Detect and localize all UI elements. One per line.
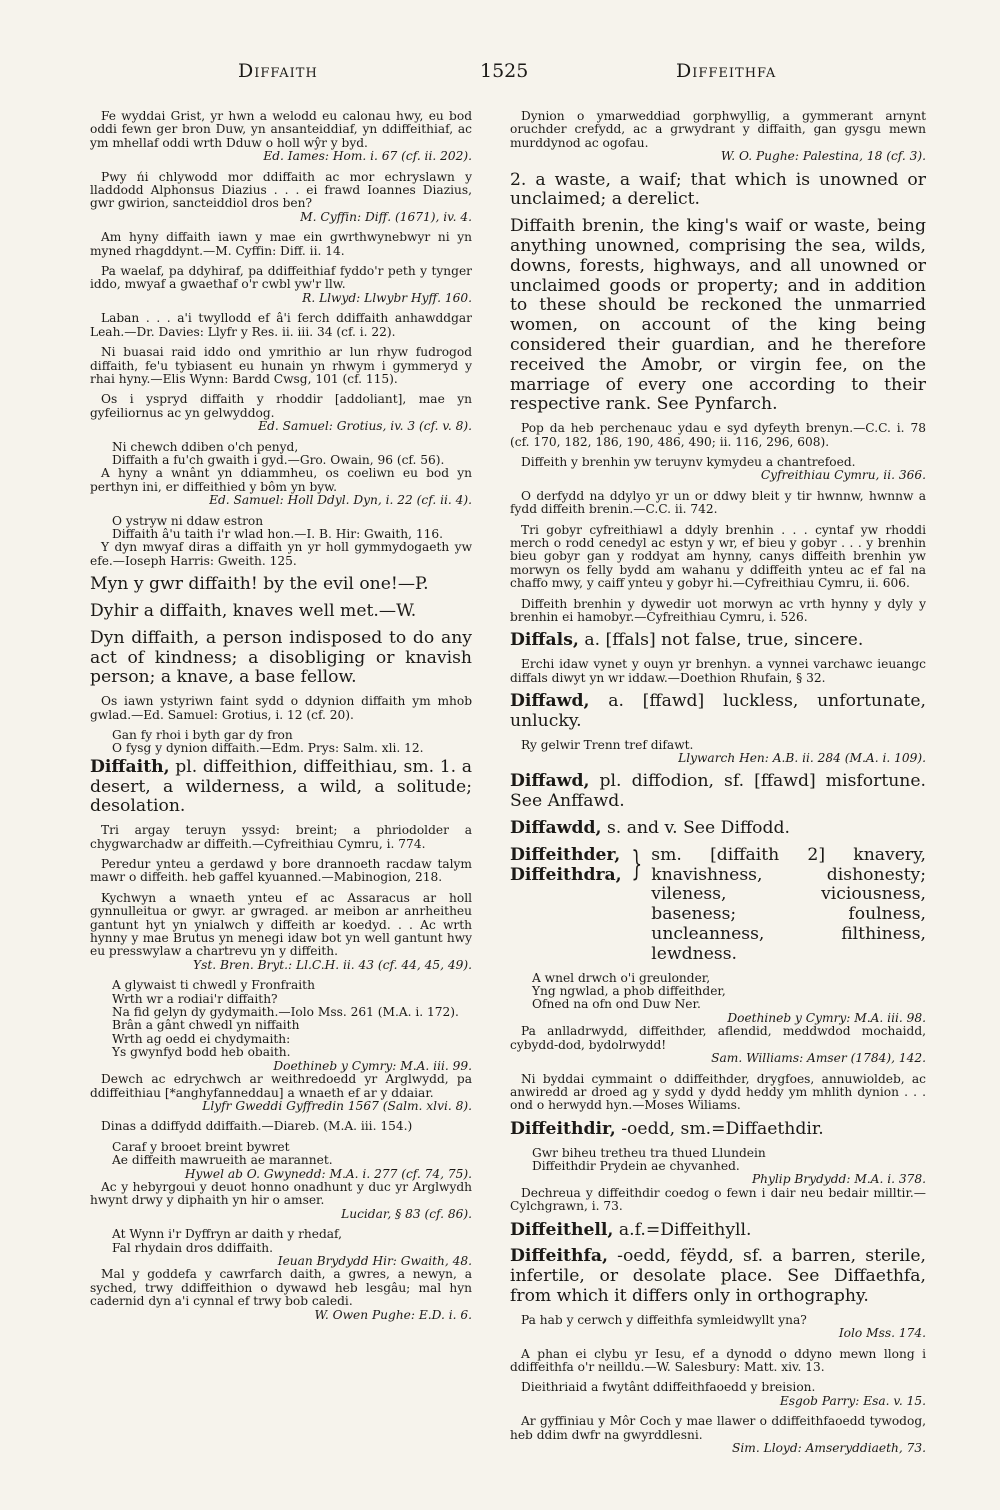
quotation bbox=[510, 739, 926, 766]
verse-line: Yng ngwlad, a phob diffeithder, bbox=[532, 984, 726, 999]
citation: Yst. Bren. Bryt.: Ll.C.H. ii. 43 (cf. 44, 45, 49). bbox=[193, 957, 472, 972]
dictionary-entry bbox=[510, 692, 926, 732]
dictionary-entry bbox=[510, 1221, 926, 1241]
quotation-text: Ar gyffiniau y Môr Coch y mae llawer o ddiffeithfaoedd tywodog, heb ddim dwfr na gwyrddlesni. bbox=[510, 1414, 926, 1442]
quotation-text: Dechreua y diffeithdir coedog o fewn i dair neu bedair milltir.—Cylchgrawn, i. 73. bbox=[510, 1185, 926, 1214]
headword: Diffaith, bbox=[90, 756, 170, 777]
dictionary-entry bbox=[90, 602, 472, 622]
definition: Myn y gwr diffaith! by the evil one!—P. bbox=[90, 574, 429, 595]
quotation-text: Pwy ńi chlywodd mor ddiffaith ac mor echryslawn y lladdodd Alphonsus Diazius . . . ei frawd Ioannes Diazius, gwr gwirion, sancteiddiol dros ben? bbox=[90, 169, 472, 211]
verse-line: Na fid gelyn dy gydymaith.—Iolo Mss. 261 (M.A. i. 172). bbox=[112, 1005, 459, 1020]
verse-line: Ae diffeith mawrueith ae marannet. bbox=[112, 1153, 333, 1168]
definition: a. [ffawd] luckless, unfortunate, unlucky. bbox=[510, 691, 926, 731]
quotation-text: Pa anlladrwydd, diffeithder, aflendid, meddwdod mochaidd, cybydd-dod, bydolrwydd! bbox=[510, 1024, 926, 1052]
verse-line: Wrth ag oedd ei chydymaith: bbox=[112, 1031, 291, 1046]
quotation bbox=[90, 1073, 472, 1113]
quotation-text: Pa hab y cerwch y diffeithfa symleidwyllt yna? bbox=[521, 1312, 807, 1327]
dictionary-entry bbox=[510, 772, 926, 812]
quotation bbox=[90, 1268, 472, 1322]
quotation-text: A hyny a wnânt yn ddiammheu, os coeliwn eu bod yn perthyn ini, er diffeithied y bôm yn byw. bbox=[90, 466, 472, 494]
citation: Llywarch Hen: A.B. ii. 284 (M.A. i. 109). bbox=[678, 751, 926, 766]
quotation-text: Os i yspryd diffaith y rhoddir [addoliant], mae yn gyfeiliornus ac yn gelwyddog. bbox=[90, 392, 472, 420]
quotation-text: Peredur ynteu a gerdawd y bore drannoeth racdaw talym mawr o diffeith. heb gaffel kyuanned.—Mabinogion, 218. bbox=[90, 857, 472, 885]
definition: Dyn diffaith, a person indisposed to do any act of kindness; a disobliging or knavish person; a knave, a base fellow. bbox=[90, 627, 472, 688]
dictionary-entry bbox=[90, 629, 472, 688]
headword-group bbox=[510, 846, 622, 965]
verse-quotation bbox=[510, 1147, 926, 1187]
citation: Llyfr Gweddi Gyffredin 1567 (Salm. xlvi. 8). bbox=[202, 1098, 472, 1113]
dictionary-entry bbox=[510, 171, 926, 211]
citation: Doethineb y Cymry: M.A. iii. 99. bbox=[273, 1058, 472, 1073]
definition: a.f.=Diffeithyll. bbox=[618, 1219, 752, 1240]
headword: Diffeithdra, bbox=[510, 864, 622, 885]
quotation-text: Mal y goddefa y cawrfarch daith, a gwres, a newyn, a syched, trwy ddiffeithion o dywawd heb lesgâu; mal hyn cadernid dyn a'i cynnal ef trwy bob caledi. bbox=[90, 1267, 472, 1309]
verse-line: O fysg y dynion diffaith.—Edm. Prys: Salm. xli. 12. bbox=[112, 741, 424, 756]
verse-line: Diffaith a fu'ch gwaith i gyd.—Gro. Owain, 96 (cf. 56). bbox=[112, 452, 445, 467]
verse-line: Ni chewch ddiben o'ch penyd, bbox=[112, 439, 299, 454]
quotation bbox=[90, 695, 472, 722]
citation: Ed. Iames: Hom. i. 67 (cf. ii. 202). bbox=[263, 149, 472, 164]
verse-line: O ystryw ni ddaw estron bbox=[112, 513, 264, 528]
quotation-text: A phan ei clybu yr Iesu, ef a dynodd o ddyno mewn llong i ddiffeithfa o'r neilldu.—W. Salesbury: Matt. xiv. 13. bbox=[510, 1346, 926, 1374]
quotation bbox=[510, 1187, 926, 1214]
headword: Diffawd, bbox=[510, 691, 590, 712]
quotation-text: Pop da heb perchenauc ydau e syd dyfeyth brenyn.—C.C. i. 78 (cf. 170, 182, 186, 190, 486, 490; ii. 116, 296, 608). bbox=[510, 421, 926, 449]
citation: Doethineb y Cymry: M.A. iii. 98. bbox=[727, 1010, 926, 1025]
citation: Lucidar, § 83 (cf. 86). bbox=[341, 1206, 472, 1221]
verse-line: Caraf y brooet breint bywret bbox=[112, 1139, 290, 1154]
verse-quotation bbox=[90, 1228, 472, 1268]
verse-line: Ys gwynfyd bodd heb obaith. bbox=[112, 1045, 291, 1060]
quotation-text: Os iawn ystyriwn faint sydd o ddynion diffaith ym mhob gwlad.—Ed. Samuel: Grotius, i. 12 (cf. 20). bbox=[90, 694, 472, 722]
quotation bbox=[510, 1025, 926, 1065]
quotation bbox=[510, 1314, 926, 1341]
quotation bbox=[90, 393, 472, 433]
definition: 2. a waste, a waif; that which is unowned or unclaimed; a derelict. bbox=[510, 169, 926, 210]
definition: Dyhir a diffaith, knaves well met.—W. bbox=[90, 600, 417, 621]
header-right-guideword: Diffeithfa bbox=[676, 60, 777, 82]
quotation-text: Dewch ac edrychwch ar weithredoedd yr Arglwydd, pa ddiffeithiau [*anghyfanneddau] a wnaeth ef ar y ddaiar. bbox=[90, 1072, 472, 1100]
citation: Ieuan Brydydd Hir: Gwaith, 48. bbox=[277, 1253, 472, 1268]
quotation bbox=[90, 231, 472, 258]
citation: R. Llwyd: Llwybr Hyff. 160. bbox=[302, 290, 472, 305]
citation: Sam. Williams: Amser (1784), 142. bbox=[711, 1051, 926, 1066]
citation: Cyfreithiau Cymru, ii. 366. bbox=[760, 468, 926, 483]
verse-line: Gan fy rhoi i byth gar dy fron bbox=[112, 727, 293, 742]
quotation bbox=[90, 346, 472, 386]
definition: -oedd, sm.=Diffaethdir. bbox=[621, 1118, 824, 1139]
quotation-text: Tri gobyr cyfreithiawl a ddyly brenhin . . . cyntaf yw rhoddi merch o rodd cenedyl ac estyn y wr, ef bieu y gobyr . . . y brenhin bieu gobyr gan y roddyat am hynny, canys diffeith brenhin yw morwyn os felly bydd am wahanu y ddiffeith ynteu ac ef fal na chaffo mwy, y caiff ynteu y gobyr hi.—Cyfreithiau Cymru, ii. 606. bbox=[510, 522, 926, 591]
quotation bbox=[90, 110, 472, 164]
dictionary-entry bbox=[510, 217, 926, 415]
definition: sm. [diffaith 2] knavery, knavishness, dishonesty; vileness, viciousness, baseness; foulness, uncleanness, filthiness, lewdness. bbox=[651, 844, 926, 964]
quotation-text: Diffeith y brenhin yw teruynv kymydeu a chantrefoed. bbox=[521, 455, 856, 469]
citation: Ed. Samuel: Holl Ddyl. Dyn, i. 22 (cf. ii. 4). bbox=[209, 493, 472, 508]
citation: Ed. Samuel: Grotius, iv. 3 (cf. v. 8). bbox=[258, 419, 472, 434]
quotation-text: Y dyn mwyaf diras a diffaith yn yr holl gymmydogaeth yw efe.—Ioseph Harris: Gweith. 125. bbox=[90, 540, 472, 568]
definition: pl. diffeithion, diffeithiau, sm. 1. a desert, a wilderness, a wild, a solitude; desolation. bbox=[90, 756, 472, 817]
quotation bbox=[510, 422, 926, 449]
quotation-text: Ry gelwir Trenn tref difawt. bbox=[521, 737, 694, 752]
quotation bbox=[90, 171, 472, 225]
quotation bbox=[90, 1120, 472, 1133]
verse-line: A wnel drwch o'i greulonder, bbox=[532, 970, 711, 985]
quotation-text: Ac y hebyrgoui y deuot honno onadhunt y duc yr Arglwydh hwynt drwy y diphaith yn hir o amser. bbox=[90, 1179, 472, 1208]
quotation bbox=[90, 858, 472, 885]
citation: M. Cyffin: Diff. (1671), iv. 4. bbox=[300, 209, 472, 224]
page-number: 1525 bbox=[480, 60, 529, 82]
quotation-text: Dieithriaid a fwytânt ddiffeithfaoedd y breision. bbox=[521, 1380, 816, 1395]
quotation bbox=[90, 265, 472, 305]
quotation bbox=[510, 456, 926, 483]
quotation bbox=[510, 1415, 926, 1455]
dictionary-entry bbox=[90, 758, 472, 817]
running-header bbox=[0, 60, 1000, 94]
quotation bbox=[510, 524, 926, 591]
headword: Diffawdd, bbox=[510, 818, 602, 839]
quotation bbox=[90, 467, 472, 507]
quotation bbox=[510, 490, 926, 517]
quotation-text: Am hyny diffaith iawn y mae ein gwrthwynebwyr ni yn myned rhagddynt.—M. Cyffin: Diff. ii. 14. bbox=[90, 230, 472, 258]
quotation-text: Dynion o ymarweddiad gorphwyllig, a gymmerant arnynt oruchder crefydd, ac a grwydrant y diffaith, gan gysgu mewn murddynod ac ogofau. bbox=[510, 109, 926, 150]
quotation-text: Diffeith brenhin y dywedir uot morwyn ac vrth hynny y dyly y brenhin ei hamobyr.—Cyfreithiau Cymru, i. 526. bbox=[510, 596, 926, 625]
verse-quotation bbox=[90, 441, 472, 468]
verse-quotation bbox=[90, 979, 472, 1019]
quotation bbox=[90, 312, 472, 339]
quotation bbox=[510, 110, 926, 164]
verse-line: Diffeithdir Prydein ae chyvanhed. bbox=[532, 1158, 740, 1173]
definition: s. and v. See Diffodd. bbox=[606, 818, 790, 839]
dictionary-entry bbox=[510, 1247, 926, 1306]
verse-line: A glywaist ti chwedl y Fronfraith bbox=[112, 978, 315, 993]
quotation-text: Laban . . . a'i twyllodd ef â'i ferch ddiffaith anhawddgar Leah.—Dr. Davies: Llyfr y Res. ii. iii. 34 (cf. i. 22). bbox=[90, 311, 472, 339]
verse-line: Fal rhydain dros ddiffaith. bbox=[112, 1240, 273, 1255]
dictionary-entry-pair bbox=[510, 843, 926, 965]
verse-line: Wrth wr a rodiai'r diffaith? bbox=[112, 991, 278, 1006]
quotation bbox=[510, 1348, 926, 1375]
headword: Diffals, bbox=[510, 630, 579, 651]
verse-line: Brân a gânt chwedl yn niffaith bbox=[112, 1018, 300, 1033]
quotation bbox=[510, 1073, 926, 1113]
quotation bbox=[510, 1381, 926, 1408]
verse-quotation bbox=[90, 729, 472, 756]
verse-quotation bbox=[510, 972, 926, 1026]
right-column bbox=[510, 110, 926, 1462]
quotation bbox=[90, 824, 472, 851]
quotation-text: O derfydd na ddylyo yr un or ddwy bleit y tir hwnnw, hwnnw a fydd diffeith brenin.—C.C. ii. 742. bbox=[510, 488, 926, 517]
quotation-text: Tri argay teruyn yssyd: breint; a phriodolder a chygwarchadw ar diffeith.—Cyfreithiau Cymru, i. 774. bbox=[90, 823, 472, 851]
citation: Esgob Parry: Esa. v. 15. bbox=[779, 1393, 926, 1408]
dictionary-entry bbox=[90, 575, 472, 595]
verse-line: Ofned na ofn ond Duw Ner. bbox=[532, 997, 701, 1012]
quotation-text: Fe wyddai Grist, yr hwn a welodd eu calonau hwy, eu bod oddi fewn ger bron Duw, yn ansanteiddiaf, yn ddiffeithiaf, ac ym mhellaf oddi wrth Dduw o holl wŷr y byd. bbox=[90, 109, 472, 150]
headword: Diffeithell, bbox=[510, 1219, 614, 1240]
dictionary-entry bbox=[510, 1120, 926, 1140]
definition: a. [ffals] not false, true, sincere. bbox=[584, 630, 864, 651]
headword: Diffeithfa, bbox=[510, 1246, 608, 1267]
brace-symbol: } bbox=[631, 843, 642, 884]
quotation-text: Dinas a ddiffydd ddiffaith.—Diareb. (M.A. iii. 154.) bbox=[101, 1119, 413, 1134]
definition: Diffaith brenin, the king's waif or waste, being anything unowned, comprising the sea, wilds, downs, forests, highways, and all unowned or unclaimed goods or property; and in addition to these should be reckoned the unmarried women, on account of the king being considered their guardian, and he therefore received the Amobr, or virgin fee, on the marriage of every one according to their respective rank. See Pynfarch. bbox=[510, 216, 926, 415]
header-left-guideword: Diffaith bbox=[238, 60, 318, 82]
quotation bbox=[90, 541, 472, 568]
left-column bbox=[90, 110, 472, 1329]
quotation-text: Kychwyn a wnaeth ynteu ef ac Assaracus ar holl gynnulleitua or gwyr. ar gwraged. ar meibon ar anrheitheu gantunt hyt yn ynialwch y diffeith ar koedyd. . . Ac wrth hynny y mae Brutus yn menegi idaw bot yn well gantunt hwy eu presswylaw a chartrevu yn y diffeith. bbox=[90, 890, 472, 959]
dictionary-entry bbox=[510, 631, 926, 651]
verse-quotation bbox=[90, 515, 472, 542]
verse-line: Gwr biheu tretheu tra thued Llundein bbox=[532, 1145, 766, 1160]
quotation-text: Ni buasai raid iddo ond ymrithio ar lun rhyw fudrogod diffaith, fe'u tybiasent eu hunain yn rhwym i gymmeryd y rhai hyny.—Elis Wynn: Bardd Cwsg, 101 (cf. 115). bbox=[90, 345, 472, 386]
definition: pl. diffodion, sf. [ffawd] misfortune. See Anffawd. bbox=[510, 771, 926, 812]
dictionary-entry bbox=[510, 819, 926, 839]
quotation-text: Erchi idaw vynet y ouyn yr brenhyn. a vynnei varchawc ieuangc diffals diwyt yn wr iddaw.—Doethion Rhufain, § 32. bbox=[510, 657, 926, 685]
verse-quotation bbox=[90, 1141, 472, 1181]
verse-quotation bbox=[90, 1019, 472, 1073]
quotation bbox=[90, 892, 472, 972]
citation: Phylip Brydydd: M.A. i. 378. bbox=[751, 1172, 926, 1187]
citation: Iolo Mss. 174. bbox=[838, 1326, 926, 1341]
quotation-text: Ni byddai cymmaint o ddiffeithder, drygfoes, annuwioldeb, ac anwiredd ar droed ag y sydd y dydd heddy ym mhlith dynion . . . ond o herwydd hyn.—Moses Wiliams. bbox=[510, 1071, 926, 1113]
quotation bbox=[510, 658, 926, 685]
verse-line: Diffaith â'u taith i'r wlad hon.—I. B. Hir: Gwaith, 116. bbox=[112, 526, 444, 541]
definition: -oedd, fëydd, sf. a barren, sterile, infertile, or desolate place. See Diffaethfa, from which it differs only in orthography. bbox=[510, 1246, 926, 1306]
quotation bbox=[90, 1181, 472, 1221]
citation: Sim. Lloyd: Amseryddiaeth, 73. bbox=[732, 1440, 926, 1455]
verse-line: At Wynn i'r Dyffryn ar daith y rhedaf, bbox=[112, 1227, 342, 1242]
quotation-text: Pa waelaf, pa ddyhiraf, pa ddiffeithiaf fyddo'r peth y tynger iddo, mwyaf a gwaethaf o'r cwbl yw'r llw. bbox=[90, 264, 472, 292]
quotation bbox=[510, 598, 926, 625]
headword: Diffawd, bbox=[510, 771, 590, 792]
citation: Hywel ab O. Gwynedd: M.A. i. 277 (cf. 74, 75). bbox=[184, 1166, 472, 1181]
headword: Diffeithdir, bbox=[510, 1118, 616, 1139]
citation: W. Owen Pughe: E.D. i. 6. bbox=[314, 1307, 472, 1322]
citation: W. O. Pughe: Palestina, 18 (cf. 3). bbox=[720, 149, 926, 164]
headword: Diffeithder, bbox=[510, 844, 621, 865]
